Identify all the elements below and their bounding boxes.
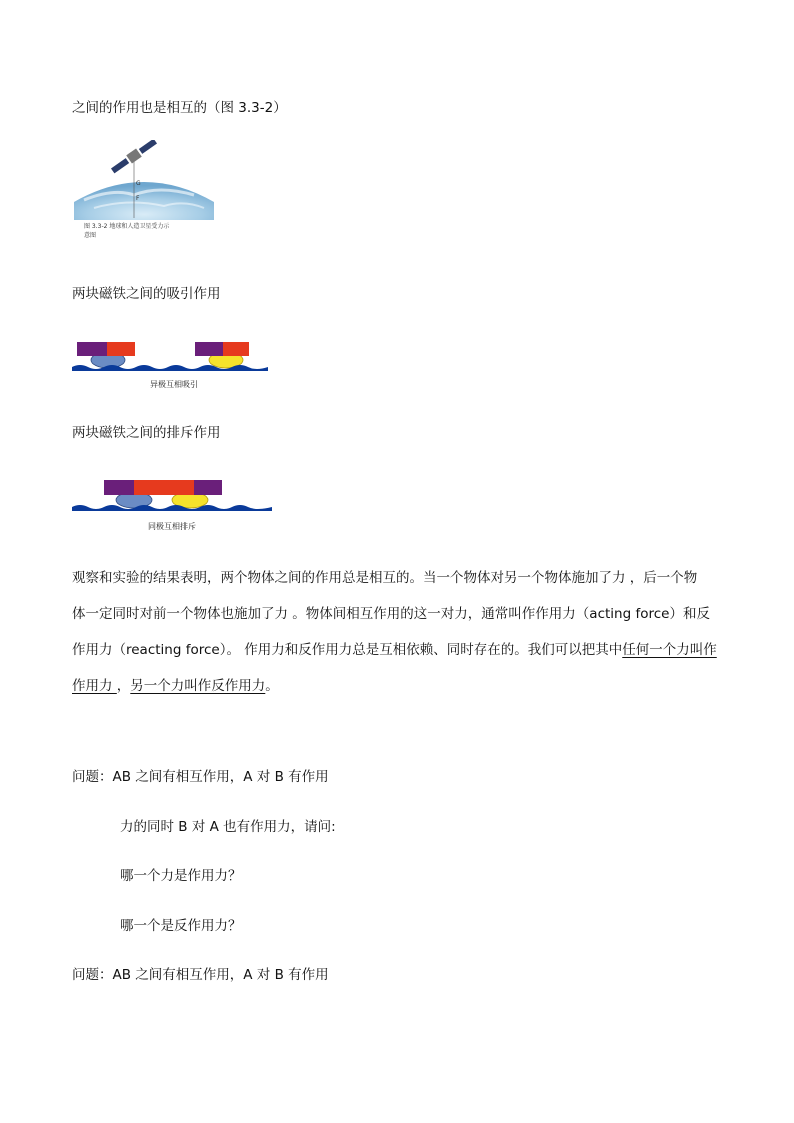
main-paragraph	[72, 560, 732, 704]
magnets-repel-illustration	[72, 475, 272, 515]
magnets-repel-figure	[72, 475, 272, 533]
earth-shape	[74, 182, 214, 220]
question-1: 问题：AB 之间有相互作用，A 对 B 有作用	[72, 769, 329, 785]
figure1-caption-line2: 意图	[84, 232, 97, 239]
paragraph-line-1: 观察和实验的结果表明，两个物体之间的作用总是相互的。当一个物体对另一个物体施加了力 ，后一个物	[72, 570, 698, 586]
period: 。	[265, 678, 279, 694]
question-2: 问题：AB 之间有相互作用，A 对 B 有作用	[72, 967, 329, 983]
comma: ，	[116, 678, 131, 694]
underlined-reaction-force: 另一个力叫作反作用力	[130, 678, 266, 694]
paragraph-line-2: 体一定同时对前一个物体也施加了力 。物体间相互作用的这一对力，通常叫作作用力（acting force）和反	[72, 606, 710, 622]
underlined-action-force: 作用力	[72, 678, 117, 694]
paragraph-line-4	[72, 668, 732, 704]
label-f: F	[136, 195, 140, 202]
magnets-attract-figure	[72, 336, 268, 390]
figure1-caption-line1: 图 3.3-2 地球和人造卫星受力示	[84, 223, 170, 230]
earth-satellite-figure	[74, 140, 214, 250]
label-g: G	[136, 180, 141, 187]
heading-repel: 两块磁铁之间的排斥作用	[72, 425, 221, 441]
earth-satellite-illustration	[74, 140, 214, 220]
magnets-attract-illustration	[72, 336, 268, 376]
paragraph-line-3-start: 作用力（reacting force）。 作用力和反作用力总是互相依赖、同时存在的。我们可以把其中	[72, 642, 623, 658]
underlined-any-force: 任何一个力叫作	[622, 642, 717, 658]
question-continuation: 力的同时 B 对 A 也有作用力，请问:	[120, 819, 336, 835]
paragraph-line-3	[72, 632, 732, 668]
intro-line: 之间的作用也是相互的（图 3.3-2）	[72, 100, 287, 116]
water-waves	[72, 505, 272, 511]
figure2-caption: 异极互相吸引	[150, 380, 198, 389]
question-which-action: 哪一个力是作用力？	[120, 868, 242, 884]
heading-attract: 两块磁铁之间的吸引作用	[72, 286, 221, 302]
figure3-caption: 同极互相排斥	[148, 522, 196, 531]
question-which-reaction: 哪一个是反作用力？	[120, 918, 242, 934]
